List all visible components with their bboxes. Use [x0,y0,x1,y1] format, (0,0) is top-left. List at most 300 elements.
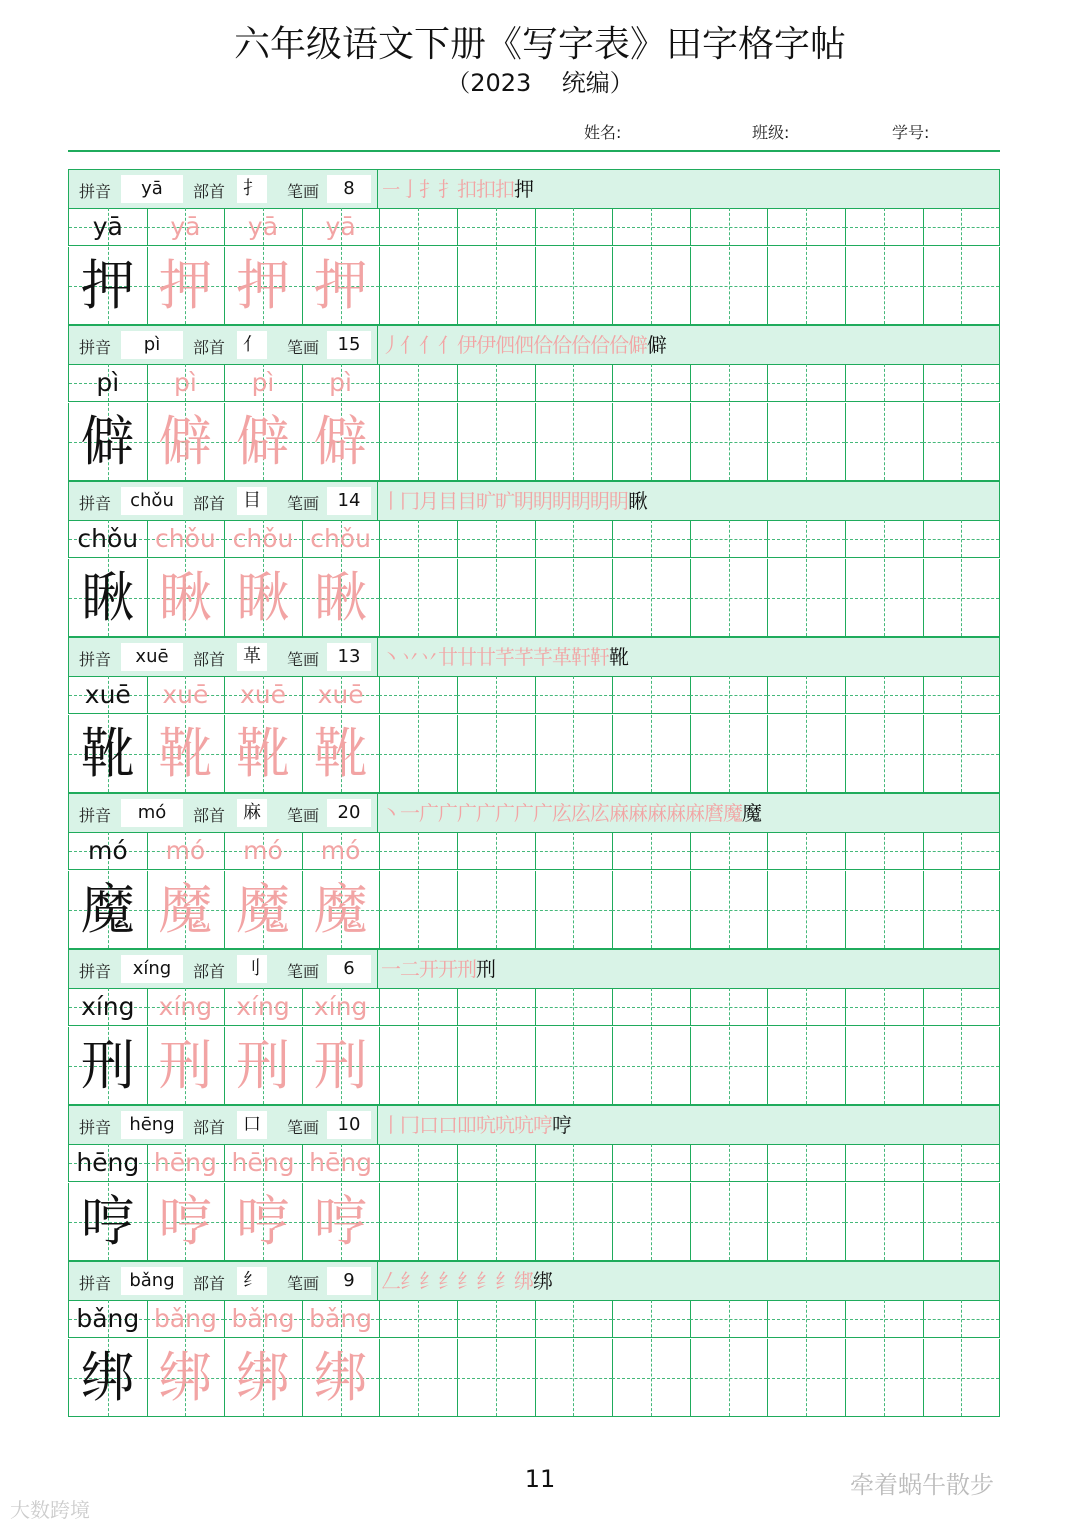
pinyin-grid-cell[interactable] [690,988,769,1026]
tianzige-cell[interactable] [379,247,458,325]
stroke-step: 押 [514,177,533,201]
radical-label: 部首 [193,1118,226,1137]
stroke-step: 广 [476,801,495,825]
stroke-step: 吭 [514,1113,533,1137]
pinyin-grid-cell [302,988,381,1026]
pinyin-grid-cell[interactable] [457,208,536,246]
stroke-step: 哼 [533,1113,552,1137]
tianzige-cell[interactable] [845,1339,924,1417]
pinyin-writing-row [68,1144,1000,1182]
radical-value: 扌 [237,175,267,203]
pinyin-grid-cell[interactable] [457,676,536,714]
pinyin-trace: yā [247,212,279,241]
pinyin-model: xíng [81,992,135,1021]
tianzige-cell[interactable] [535,403,614,481]
tianzige-cell[interactable] [612,559,691,637]
pinyin-grid-cell[interactable] [767,988,846,1026]
page-number: 11 [524,1465,556,1493]
pinyin-grid-cell[interactable] [612,1300,691,1338]
pinyin-grid-cell[interactable] [767,832,846,870]
tianzige-cell [69,715,148,793]
pinyin-grid-cell[interactable] [767,1300,846,1338]
pinyin-grid-cell[interactable] [690,1300,769,1338]
stroke-step: 庅 [590,801,609,825]
tianzige-cell[interactable] [612,1027,691,1105]
pinyin-grid-cell[interactable] [535,832,614,870]
pinyin-grid-cell[interactable] [612,676,691,714]
pinyin-grid-cell[interactable] [379,676,458,714]
stroke-step: 广 [495,801,514,825]
pinyin-grid-cell[interactable] [612,832,691,870]
pinyin-trace: yā [325,212,356,241]
tianzige-cell[interactable] [690,1183,769,1261]
character-info-fields [69,638,378,676]
stroke-order-sequence [381,172,533,206]
pinyin-trace: xuē [162,680,209,709]
pinyin-grid-cell[interactable] [612,364,691,402]
stroke-step: 佮 [590,333,609,357]
stroke-step: 僻 [647,333,666,357]
tianzige-cell[interactable] [457,403,536,481]
stroke-step: 革 [552,645,571,669]
tianzige-cell[interactable] [379,403,458,481]
radical-label: 部首 [193,494,226,513]
pinyin-grid-cell[interactable] [457,1144,536,1182]
stroke-count-label: 笔画 [287,338,320,357]
pinyin-grid-cell[interactable] [457,520,536,558]
pinyin-grid-cell[interactable] [379,364,458,402]
stroke-step: 纟 [495,1269,514,1293]
stroke-step: 广 [438,801,457,825]
tianzige-cell[interactable] [845,1183,924,1261]
pinyin-label: 拼音 [79,1274,112,1293]
character-writing-row [68,1027,1000,1105]
stroke-step: 绑 [533,1269,552,1293]
pinyin-grid-cell[interactable] [379,832,458,870]
tianzige-cell [302,559,381,637]
stroke-step: 伵 [495,333,514,357]
tianzige-cell[interactable] [612,247,691,325]
tianzige-cell [69,871,148,949]
character-block [68,325,1000,481]
tianzige-cell[interactable] [457,1339,536,1417]
pinyin-grid-cell[interactable] [845,676,924,714]
tianzige-cell[interactable] [690,1339,769,1417]
tianzige-cell[interactable] [612,715,691,793]
pinyin-grid-cell[interactable] [535,1144,614,1182]
tianzige-cell [224,715,303,793]
tianzige-cell[interactable] [457,1183,536,1261]
character-block [68,949,1000,1105]
tianzige-cell[interactable] [923,1183,1000,1261]
tianzige-cell[interactable] [845,247,924,325]
radical-label: 部首 [193,182,226,201]
tianzige-cell [69,1339,148,1417]
pinyin-grid-cell [302,676,381,714]
tianzige-cell[interactable] [923,403,1000,481]
stroke-count-label: 笔画 [287,962,320,981]
tianzige-cell[interactable] [535,715,614,793]
tianzige-cell [302,871,381,949]
pinyin-grid-cell[interactable] [845,364,924,402]
tianzige-cell[interactable] [379,1027,458,1105]
pinyin-grid-cell[interactable] [767,208,846,246]
pinyin-trace: chǒu [155,524,216,553]
character-info-bar [68,481,1000,521]
pinyin-grid-cell[interactable] [767,364,846,402]
tianzige-cell[interactable] [923,559,1000,637]
stroke-step: 麻 [666,801,685,825]
tianzige-cell[interactable] [690,715,769,793]
character-trace: 绑 [235,1346,290,1409]
pinyin-grid-cell[interactable] [923,520,1000,558]
pinyin-grid-cell[interactable] [845,1300,924,1338]
pinyin-trace: hēng [309,1148,373,1177]
character-model: 押 [80,254,135,317]
stroke-step: 纟 [438,1269,457,1293]
stroke-count-label: 笔画 [287,806,320,825]
character-trace: 刑 [158,1034,213,1097]
stroke-step: 广 [533,801,552,825]
stroke-step: 一 [381,957,400,981]
stroke-step: 月 [419,489,438,513]
tianzige-cell[interactable] [457,715,536,793]
pinyin-grid-cell[interactable] [923,988,1000,1026]
tianzige-cell [69,247,148,325]
pinyin-grid-cell[interactable] [535,988,614,1026]
tianzige-cell [147,715,226,793]
pinyin-grid-cell [302,364,381,402]
stroke-step: 眀 [590,489,609,513]
pinyin-trace: pì [251,368,275,397]
stroke-step: 口 [419,1113,438,1137]
radical-value: 刂 [237,955,267,983]
stroke-step: 芊 [514,645,533,669]
tianzige-cell[interactable] [923,247,1000,325]
tianzige-cell[interactable] [767,559,846,637]
pinyin-model: chǒu [77,524,139,553]
stroke-step: 廿 [476,645,495,669]
class-label: 班级: [752,123,790,142]
pinyin-grid-cell[interactable] [923,832,1000,870]
character-block [68,637,1000,793]
pinyin-grid-cell[interactable] [612,208,691,246]
character-trace: 绑 [158,1346,213,1409]
pinyin-grid-cell[interactable] [457,364,536,402]
pinyin-grid-cell[interactable] [845,520,924,558]
pinyin-trace: xíng [158,992,213,1021]
tianzige-cell[interactable] [845,871,924,949]
pinyin-grid-cell[interactable] [923,1300,1000,1338]
character-info-fields [69,326,378,364]
stroke-order-sequence [381,640,628,674]
tianzige-cell[interactable] [845,1027,924,1105]
pinyin-trace: pì [173,368,197,397]
stroke-step: 扣 [495,177,514,201]
pinyin-grid-cell[interactable] [535,208,614,246]
tianzige-cell [224,1027,303,1105]
pinyin-label: 拼音 [79,650,112,669]
stroke-step: 目 [457,489,476,513]
pinyin-grid-cell [224,1300,303,1338]
pinyin-grid-cell[interactable] [379,520,458,558]
stroke-order-sequence [381,952,495,986]
character-writing-row [68,247,1000,325]
stroke-step: 扣 [457,177,476,201]
tianzige-cell[interactable] [690,871,769,949]
pinyin-trace: hēng [153,1148,217,1177]
tianzige-cell [302,1339,381,1417]
character-trace: 押 [235,254,290,317]
stroke-step: 眀 [609,489,628,513]
stroke-step: 吅 [457,1113,476,1137]
pinyin-grid-cell [69,1144,148,1182]
pinyin-trace: xuē [317,680,364,709]
header-divider [68,150,1000,152]
pinyin-grid-cell[interactable] [845,208,924,246]
stroke-step: 丷 [400,645,419,669]
stroke-step: 僻 [628,333,647,357]
pinyin-grid-cell[interactable] [690,364,769,402]
stroke-step: 哼 [552,1113,571,1137]
tianzige-cell [147,1183,226,1261]
pinyin-grid-cell [224,988,303,1026]
character-block [68,169,1000,325]
pinyin-grid-cell[interactable] [690,208,769,246]
pinyin-grid-cell[interactable] [923,208,1000,246]
pinyin-value: mó [121,799,183,827]
stroke-order-sequence [381,328,666,362]
stroke-step: 丨 [381,1113,400,1137]
pinyin-grid-cell[interactable] [923,676,1000,714]
tianzige-cell[interactable] [535,1183,614,1261]
pinyin-grid-cell[interactable] [690,676,769,714]
pinyin-grid-cell[interactable] [690,520,769,558]
tianzige-cell[interactable] [767,871,846,949]
pinyin-grid-cell[interactable] [535,676,614,714]
tianzige-cell[interactable] [379,1339,458,1417]
pinyin-grid-cell[interactable] [923,1144,1000,1182]
tianzige-cell[interactable] [379,1183,458,1261]
tianzige-cell[interactable] [845,559,924,637]
tianzige-cell[interactable] [535,1027,614,1105]
stroke-step: 亅 [400,177,419,201]
stroke-step: 麿 [704,801,723,825]
pinyin-grid-cell [69,364,148,402]
character-info-fields [69,1106,378,1144]
pinyin-label: 拼音 [79,494,112,513]
tianzige-cell [147,247,226,325]
character-model: 瞅 [80,566,135,629]
pinyin-label: 拼音 [79,962,112,981]
stroke-step: 眀 [533,489,552,513]
tianzige-cell[interactable] [379,871,458,949]
stroke-order-sequence [381,1264,552,1298]
character-writing-row [68,871,1000,949]
tianzige-cell [224,1339,303,1417]
stroke-count-label: 笔画 [287,182,320,201]
pinyin-grid-cell[interactable] [767,676,846,714]
tianzige-cell[interactable] [457,247,536,325]
pinyin-trace: chǒu [232,524,294,553]
tianzige-cell[interactable] [690,559,769,637]
character-trace: 瞅 [313,566,368,629]
stroke-step: 佮 [552,333,571,357]
pinyin-grid-cell[interactable] [379,1144,458,1182]
tianzige-cell[interactable] [379,715,458,793]
pinyin-label: 拼音 [79,1118,112,1137]
pinyin-grid-cell[interactable] [690,1144,769,1182]
tianzige-cell[interactable] [690,1027,769,1105]
tianzige-cell[interactable] [379,559,458,637]
stroke-step: 纟 [457,1269,476,1293]
pinyin-value: pì [121,331,183,359]
pinyin-trace: yā [170,212,201,241]
tianzige-cell [69,403,148,481]
tianzige-cell[interactable] [767,715,846,793]
pinyin-grid-cell[interactable] [535,1300,614,1338]
tianzige-cell[interactable] [767,403,846,481]
pinyin-grid-cell[interactable] [767,520,846,558]
stroke-step: 纟 [419,1269,438,1293]
tianzige-cell[interactable] [767,1339,846,1417]
pinyin-grid-cell[interactable] [457,988,536,1026]
pinyin-grid-cell [224,364,303,402]
stroke-step: 旷 [476,489,495,513]
stroke-step: 芊 [495,645,514,669]
stroke-step: 目 [438,489,457,513]
tianzige-cell[interactable] [535,559,614,637]
pinyin-grid-cell[interactable] [612,988,691,1026]
tianzige-cell[interactable] [767,1027,846,1105]
character-writing-row [68,1183,1000,1261]
pinyin-grid-cell[interactable] [535,520,614,558]
stroke-step: 开 [438,957,457,981]
pinyin-model: bǎng [76,1304,140,1333]
stroke-count-value: 6 [327,955,371,983]
tianzige-cell[interactable] [767,1183,846,1261]
stroke-step: 开 [419,957,438,981]
pinyin-grid-cell [69,520,148,558]
tianzige-cell[interactable] [535,1339,614,1417]
name-label: 姓名: [584,123,622,142]
stroke-step: 眀 [571,489,590,513]
stroke-count-value: 20 [327,799,371,827]
character-info-bar [68,169,1000,209]
tianzige-cell[interactable] [612,871,691,949]
pinyin-grid-cell[interactable] [690,832,769,870]
tianzige-cell[interactable] [535,247,614,325]
pinyin-value: xíng [121,955,183,983]
pinyin-model: yā [92,212,123,241]
character-model: 魔 [80,878,135,941]
character-block [68,481,1000,637]
tianzige-cell[interactable] [690,403,769,481]
pinyin-grid-cell [147,208,226,246]
pinyin-model: pì [96,368,120,397]
pinyin-grid-cell[interactable] [379,208,458,246]
tianzige-cell[interactable] [923,1339,1000,1417]
pinyin-grid-cell[interactable] [612,1144,691,1182]
character-writing-row [68,715,1000,793]
tianzige-cell[interactable] [457,871,536,949]
pinyin-grid-cell[interactable] [845,1144,924,1182]
tianzige-cell [69,1027,148,1105]
tianzige-cell[interactable] [457,1027,536,1105]
tianzige-cell[interactable] [612,403,691,481]
radical-label: 部首 [193,1274,226,1293]
character-info-fields [69,794,378,832]
character-info-bar [68,1105,1000,1145]
radical-label: 部首 [193,962,226,981]
character-info-fields [69,482,378,520]
pinyin-grid-cell[interactable] [457,1300,536,1338]
tianzige-cell[interactable] [612,1183,691,1261]
pinyin-grid-cell[interactable] [845,832,924,870]
pinyin-grid-cell[interactable] [845,988,924,1026]
character-model: 刑 [80,1034,135,1097]
stroke-step: 佮 [533,333,552,357]
stroke-step: 刑 [457,957,476,981]
tianzige-cell [69,559,148,637]
tianzige-cell[interactable] [767,247,846,325]
tianzige-cell[interactable] [690,247,769,325]
radical-value: 口 [237,1111,267,1139]
pinyin-grid-cell[interactable] [535,364,614,402]
stroke-step: 麻 [609,801,628,825]
pinyin-grid-cell [224,208,303,246]
radical-value: 目 [237,487,267,515]
character-trace: 哼 [313,1190,368,1253]
stroke-step: 佮 [571,333,590,357]
stroke-step: 佮 [609,333,628,357]
pinyin-writing-row [68,364,1000,402]
tianzige-cell[interactable] [845,715,924,793]
character-trace: 刑 [235,1034,290,1097]
student-number-label: 学号: [892,123,930,142]
tianzige-cell[interactable] [845,403,924,481]
stroke-step: 冂 [400,489,419,513]
pinyin-grid-cell [147,364,226,402]
stroke-step: 亻 [438,333,457,357]
pinyin-grid-cell[interactable] [923,364,1000,402]
tianzige-cell[interactable] [923,871,1000,949]
pinyin-grid-cell[interactable] [767,1144,846,1182]
tianzige-cell[interactable] [923,715,1000,793]
pinyin-label: 拼音 [79,182,112,201]
pinyin-grid-cell[interactable] [612,520,691,558]
character-writing-row [68,559,1000,637]
character-trace: 靴 [235,722,290,785]
stroke-count-label: 笔画 [287,1118,320,1137]
stroke-step: 𠃋 [381,1269,400,1293]
pinyin-grid-cell [69,208,148,246]
stroke-step: 丶 [381,801,400,825]
stroke-step: 眀 [552,489,571,513]
tianzige-cell[interactable] [457,559,536,637]
tianzige-cell[interactable] [923,1027,1000,1105]
pinyin-grid-cell[interactable] [379,1300,458,1338]
character-model: 僻 [80,410,135,473]
pinyin-grid-cell [224,832,303,870]
character-writing-row [68,403,1000,481]
pinyin-grid-cell[interactable] [379,988,458,1026]
stroke-step: 靬 [571,645,590,669]
tianzige-cell[interactable] [535,871,614,949]
tianzige-cell[interactable] [612,1339,691,1417]
stroke-order-sequence [381,796,761,830]
pinyin-grid-cell[interactable] [457,832,536,870]
